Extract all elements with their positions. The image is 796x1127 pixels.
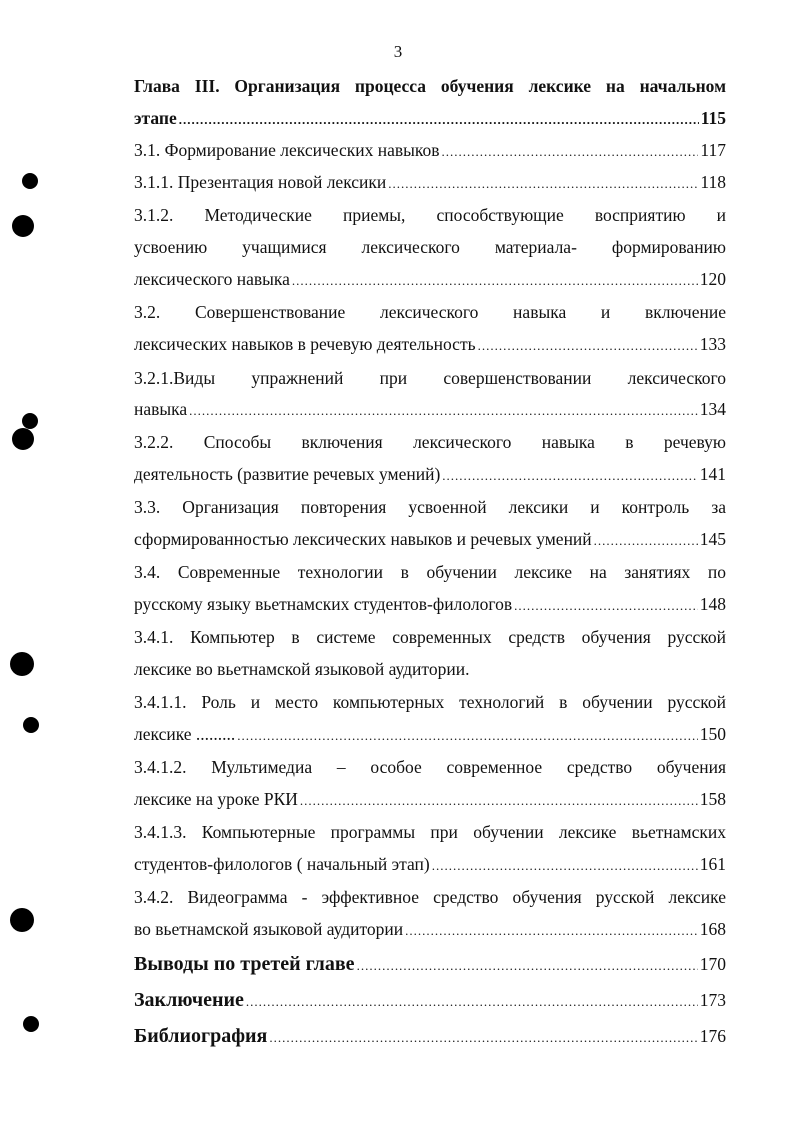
page-number: 3 xyxy=(393,42,403,61)
toc-page-number: 158 xyxy=(699,789,726,809)
punch-hole xyxy=(12,428,34,450)
toc-section xyxy=(134,950,726,978)
toc-entry-line: 3.4.1.2. Мультимедиа – особое современное средство обучения xyxy=(134,757,726,777)
toc-entry-title: лексического навыка xyxy=(134,269,290,289)
leader-dots xyxy=(237,722,697,750)
toc-page-number: 134 xyxy=(699,399,726,419)
leader-dots xyxy=(269,1024,697,1052)
toc-entry xyxy=(134,265,726,293)
toc-page-number: 173 xyxy=(699,990,726,1010)
toc-entry-title: 3.1.1. Презентация новой лексики xyxy=(134,172,387,192)
leader-dots xyxy=(442,138,699,166)
punch-hole xyxy=(12,215,34,237)
toc-page-number: 170 xyxy=(699,954,726,974)
toc-entry-line: усвоению учащимися лексического материала- формированию xyxy=(134,237,726,257)
toc-entry-line: 3.2.1.Виды упражнений при совершенствовании лексического xyxy=(134,368,726,388)
toc-section xyxy=(134,1022,726,1050)
toc-entry xyxy=(134,395,726,423)
toc-entry-line: 3.2.2. Способы включения лексического навыка в речевую xyxy=(134,432,726,452)
toc-entry xyxy=(134,168,726,196)
toc-page-number: 133 xyxy=(699,334,726,354)
leader-dots xyxy=(189,397,698,425)
toc-page-number: 117 xyxy=(700,140,726,160)
toc-entry-line: 3.2. Совершенствование лексического навыка и включение xyxy=(134,302,726,322)
toc-entry-line: 3.4.1.3. Компьютерные программы при обучении лексике вьетнамских xyxy=(134,822,726,842)
leader-dots xyxy=(246,988,698,1016)
punch-hole xyxy=(23,1016,39,1032)
leader-dots xyxy=(179,106,699,134)
leader-dots xyxy=(405,917,698,945)
toc-entry-title: во вьетнамской языковой аудитории xyxy=(134,919,404,939)
toc-section xyxy=(134,986,726,1014)
toc-entry xyxy=(134,850,726,878)
toc-entry-line: 3.3. Организация повторения усвоенной лексики и контроль за xyxy=(134,497,726,517)
punch-hole xyxy=(23,717,39,733)
toc-entry-line: 3.4.1.1. Роль и место компьютерных технологий в обучении русской xyxy=(134,692,726,712)
toc-entry-title: 3.1. Формирование лексических навыков xyxy=(134,140,440,160)
toc-entry-title: лексических навыков в речевую деятельность xyxy=(134,334,476,354)
leader-dots xyxy=(442,462,697,490)
leader-dots xyxy=(292,267,698,295)
toc-entry-title: навыка xyxy=(134,399,188,419)
leader-dots xyxy=(388,170,698,198)
leader-dots xyxy=(432,852,698,880)
leader-dots xyxy=(300,787,698,815)
punch-hole xyxy=(10,652,34,676)
toc-entry-title: лексике ......... xyxy=(134,724,236,744)
chapter-title: Глава III. Организация процесса обучения лексике на начальном xyxy=(134,76,726,96)
toc-page-number: 118 xyxy=(700,172,726,192)
toc-page-number: 145 xyxy=(699,529,726,549)
leader-dots xyxy=(514,592,698,620)
punch-hole xyxy=(22,173,38,189)
leader-dots xyxy=(594,527,698,555)
toc-section-title: Выводы по третей главе xyxy=(134,953,355,975)
chapter-title-entry xyxy=(134,104,726,132)
toc-page-number: 150 xyxy=(699,724,726,744)
toc-entry xyxy=(134,330,726,358)
toc-entry-title: лексике на уроке РКИ xyxy=(134,789,298,809)
toc-entry xyxy=(134,915,726,943)
toc-entry-line: 3.4.1. Компьютер в системе современных средств обучения русской xyxy=(134,627,726,647)
toc-entry-line: лексике во вьетнамской языковой аудитории. xyxy=(134,659,470,679)
toc-page-number: 115 xyxy=(700,108,726,128)
toc-page-number: 176 xyxy=(699,1026,726,1046)
toc-entry-title: деятельность (развитие речевых умений) xyxy=(134,464,441,484)
toc-entry-title: сформированностью лексических навыков и речевых умений xyxy=(134,529,592,549)
toc-page-number: 161 xyxy=(699,854,726,874)
toc-page-number: 168 xyxy=(699,919,726,939)
toc-entry xyxy=(134,720,726,748)
toc-entry xyxy=(134,590,726,618)
toc-entry-title: студентов-филологов ( начальный этап) xyxy=(134,854,430,874)
leader-dots xyxy=(357,952,698,980)
toc-entry xyxy=(134,460,726,488)
toc-section-title: Библиография xyxy=(134,1025,268,1047)
toc-entry xyxy=(134,525,726,553)
punch-hole xyxy=(22,413,38,429)
punch-hole xyxy=(10,908,34,932)
toc-page-number: 120 xyxy=(699,269,726,289)
toc-page-number: 141 xyxy=(699,464,726,484)
toc-entry-title: русскому языку вьетнамских студентов-филологов xyxy=(134,594,513,614)
leader-dots xyxy=(478,332,698,360)
toc-section-title: Заключение xyxy=(134,989,244,1011)
toc-entry-line: 3.4. Современные технологии в обучении лексике на занятиях по xyxy=(134,562,726,582)
toc-entry xyxy=(134,785,726,813)
toc-entry xyxy=(134,136,726,164)
toc-page-number: 148 xyxy=(699,594,726,614)
chapter-title-cont: этапе xyxy=(134,108,177,128)
toc-entry-line: 3.4.2. Видеограмма - эффективное средство обучения русской лексике xyxy=(134,887,726,907)
toc-entry-line: 3.1.2. Методические приемы, способствующие восприятию и xyxy=(134,205,726,225)
